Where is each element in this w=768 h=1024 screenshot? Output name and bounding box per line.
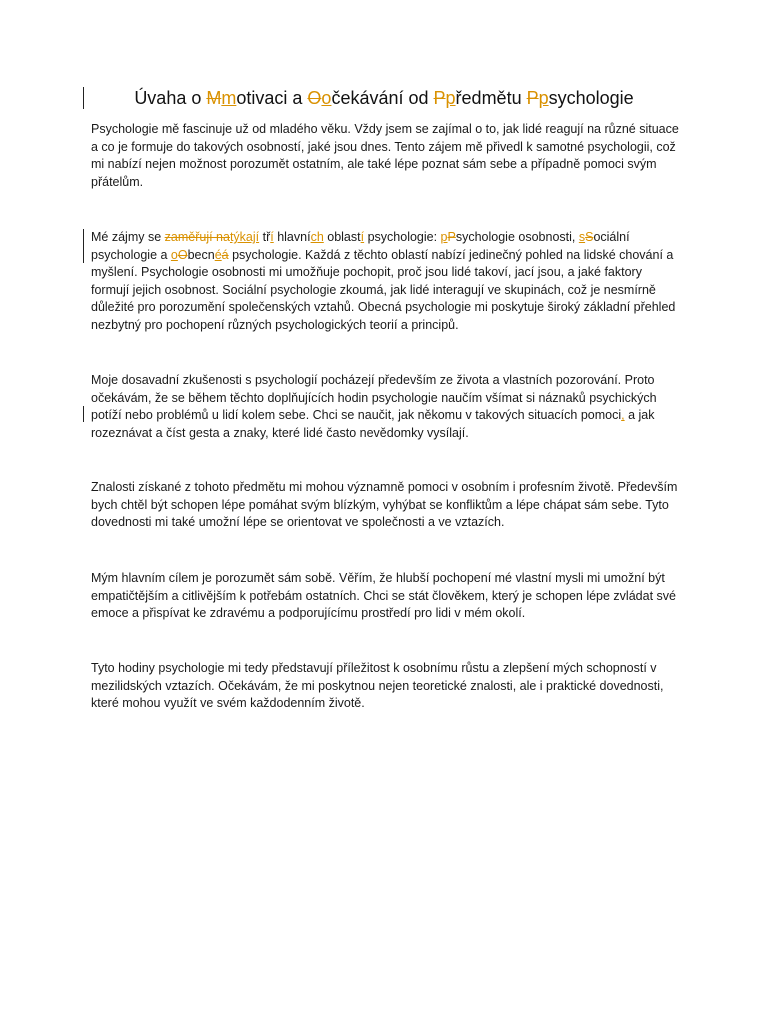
paragraph-conclusion[interactable]: Tyto hodiny psychologie mi tedy představují příležitost k osobnímu růstu a zlepšení mých schopností v mezilidských vztazích. Očekávám, že mi poskytnou nejen teoretické znalosti, ale i praktické dovednosti, které mohou využít ve svém každodenním životě.: [91, 661, 664, 711]
paragraph-text: Moje dosavadní zkušenosti s psychologií pocházejí především ze života a vlastních pozorování. Proto očekávám, že se během těchto doplňujících hodin psychologie naučím všímat si náznaků psychických potíží nebo problémů u lidí kolem sebe. Chci se naučit, jak někomu v takových situacích pomoci: [91, 373, 657, 423]
deleted-text: P: [433, 88, 446, 108]
inserted-text: týkají: [229, 230, 260, 244]
paragraph-text: oblast: [323, 230, 361, 244]
deleted-text: O: [177, 247, 188, 262]
inserted-text: m: [221, 88, 237, 108]
deleted-text: M: [206, 88, 222, 108]
paragraph-text: psychologie:: [364, 230, 441, 244]
title-text: Úvaha o: [134, 88, 207, 108]
inserted-text: p: [538, 88, 549, 108]
inserted-text: s: [578, 230, 586, 244]
paragraph-text: sychologie osobnosti,: [455, 230, 579, 244]
paragraph-text: becn: [187, 247, 215, 262]
deleted-text: zaměřují na: [164, 230, 230, 244]
deleted-text: S: [585, 230, 594, 244]
inserted-text: ,: [621, 408, 625, 423]
change-bar: [83, 229, 84, 263]
inserted-text: ch: [310, 230, 324, 244]
deleted-text: P: [526, 88, 539, 108]
paragraph-text: a jak rozeznávat a číst gesta a znaky, které lidé často nevědomky vysílají.: [91, 408, 655, 440]
inserted-text: o: [170, 247, 178, 262]
inserted-text: p: [445, 88, 456, 108]
inserted-text: o: [321, 88, 332, 108]
title-text: sychologie: [548, 88, 634, 108]
paragraph-text: tř: [259, 230, 271, 244]
paragraph-text: psychologie. Každá z těchto oblastí nabízí jedinečný pohled na lidské chování a myšlení. Psychologie osobnosti mi umožňuje pochopit, proč jsou lidé takoví, jací jsou, a jaké faktory formují jejich osobnost. Sociální psychologie zkoumá, jak lidé interagují ve skupinách, což je nesmírně důležité pro porozumění společenských vztahů. Obecná psychologie mi poskytuje široký základní přehled nezbytný pro pochopení různých psychologických teorií a principů.: [91, 247, 676, 332]
change-bar: [83, 406, 84, 422]
paragraph-interests[interactable]: [91, 229, 683, 335]
paragraph-intro[interactable]: Psychologie mě fascinuje už od mladého věku. Vždy jsem se zajímal o to, jak lidé reagují na různé situace a co je formuje do takových osobností, jaké jsou dnes. Tento zájem mě přivedl k samotné psychologii, což mi nabízí nejen možnost porozumět ostatním, ale také lépe poznat sám sebe a případně pomoci svým přátelům.: [91, 122, 679, 189]
document-title[interactable]: [0, 85, 768, 111]
inserted-text: p: [440, 230, 448, 244]
inserted-text: í: [360, 230, 365, 244]
paragraph-text: hlavní: [273, 230, 311, 244]
inserted-text: í: [270, 230, 274, 244]
title-text: otivaci a: [236, 88, 308, 108]
deleted-text: P: [447, 230, 456, 244]
deleted-text: O: [307, 88, 322, 108]
inserted-text: é: [214, 247, 222, 262]
paragraph-knowledge[interactable]: Znalosti získané z tohoto předmětu mi mohou významně pomoci v osobním i profesním životě. Především bych chtěl být schopen lépe pomáhat svým blízkým, vyhýbat se konfliktům a lépe chápat sám sebe. Tyto dovednosti mi také umožní lépe se orientovat ve společnosti a ve vztazích.: [91, 480, 678, 530]
paragraph-goal[interactable]: Mým hlavním cílem je porozumět sám sobě. Věřím, že hlubší pochopení mé vlastní mysli mi umožní být empatičtějším a citlivějším k potřebám ostatních. Chci se stát člověkem, který je schopen lépe zvládat své emoce a přispívat ke zdravému a podporujícímu prostředí pro lidi v mém okolí.: [91, 571, 676, 621]
paragraph-text: Mé zájmy se: [91, 230, 165, 244]
paragraph-experience[interactable]: [91, 372, 683, 442]
paragraph-text: ociální psychologie a: [91, 230, 630, 262]
deleted-text: á: [221, 247, 229, 262]
title-text: čekávání od: [331, 88, 434, 108]
title-text: ředmětu: [455, 88, 527, 108]
